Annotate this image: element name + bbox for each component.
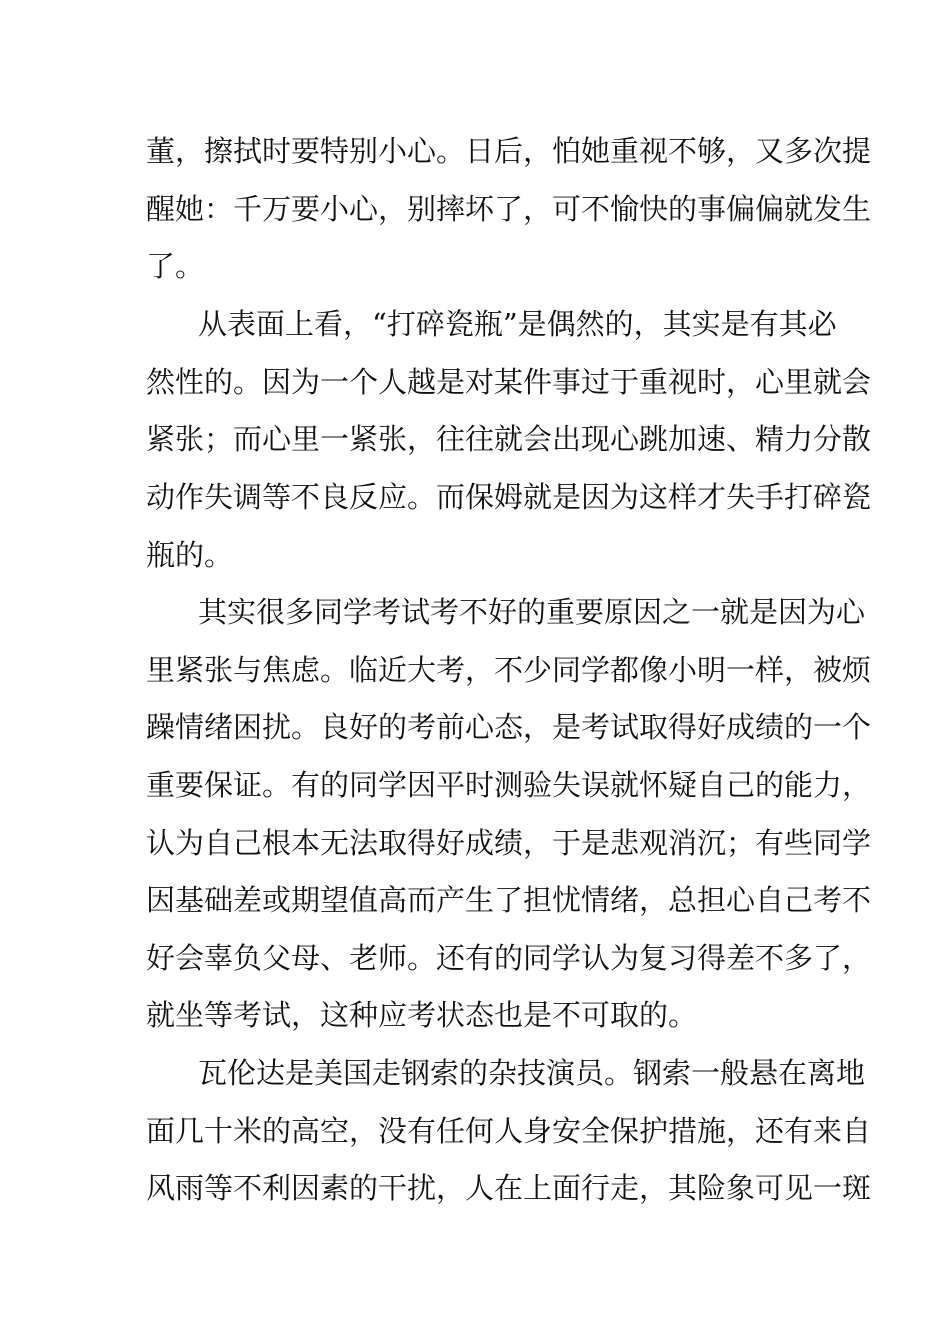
text-line: 因基础差或期望值高而产生了担忧情绪，总担心自己考不	[146, 883, 872, 917]
text-line: 躁情绪困扰。良好的考前心态，是考试取得好成绩的一个	[146, 710, 872, 744]
text-line: 董，擦拭时要特别小心。日后，怕她重视不够，又多次提	[146, 134, 872, 168]
text-line: 然性的。因为一个人越是对某件事过于重视时，心里就会	[146, 365, 872, 399]
text-line: 面几十米的高空，没有任何人身安全保护措施，还有来自	[146, 1114, 872, 1148]
paragraph-first-line: 瓦伦达是美国走钢索的杂技演员。钢索一般悬在离地	[198, 1056, 866, 1090]
text-line: 里紧张与焦虑。临近大考，不少同学都像小明一样，被烦	[146, 653, 872, 687]
text-line: 动作失调等不良反应。而保姆就是因为这样才失手打碎瓷	[146, 480, 872, 514]
paragraph-first-line: 其实很多同学考试考不好的重要原因之一就是因为心	[198, 595, 866, 629]
text-line: 风雨等不利因素的干扰，人在上面行走，其险象可见一斑	[146, 1171, 872, 1205]
paragraph-first-line: 从表面上看，“打碎瓷瓶”是偶然的，其实是有其必	[198, 307, 837, 341]
text-line: 紧张；而心里一紧张，往往就会出现心跳加速、精力分散	[146, 422, 872, 456]
text-line: 好会辜负父母、老师。还有的同学认为复习得差不多了，	[146, 941, 872, 975]
text-line: 重要保证。有的同学因平时测验失误就怀疑自己的能力，	[146, 768, 872, 802]
text-line: 瓶的。	[146, 538, 234, 572]
text-line: 醒她：千万要小心，别摔坏了，可不愉快的事偏偏就发生	[146, 192, 872, 226]
text-line: 认为自己根本无法取得好成绩，于是悲观消沉；有些同学	[146, 826, 872, 860]
text-line: 了。	[146, 249, 205, 283]
text-line: 就坐等考试，这种应考状态也是不可取的。	[146, 998, 698, 1032]
